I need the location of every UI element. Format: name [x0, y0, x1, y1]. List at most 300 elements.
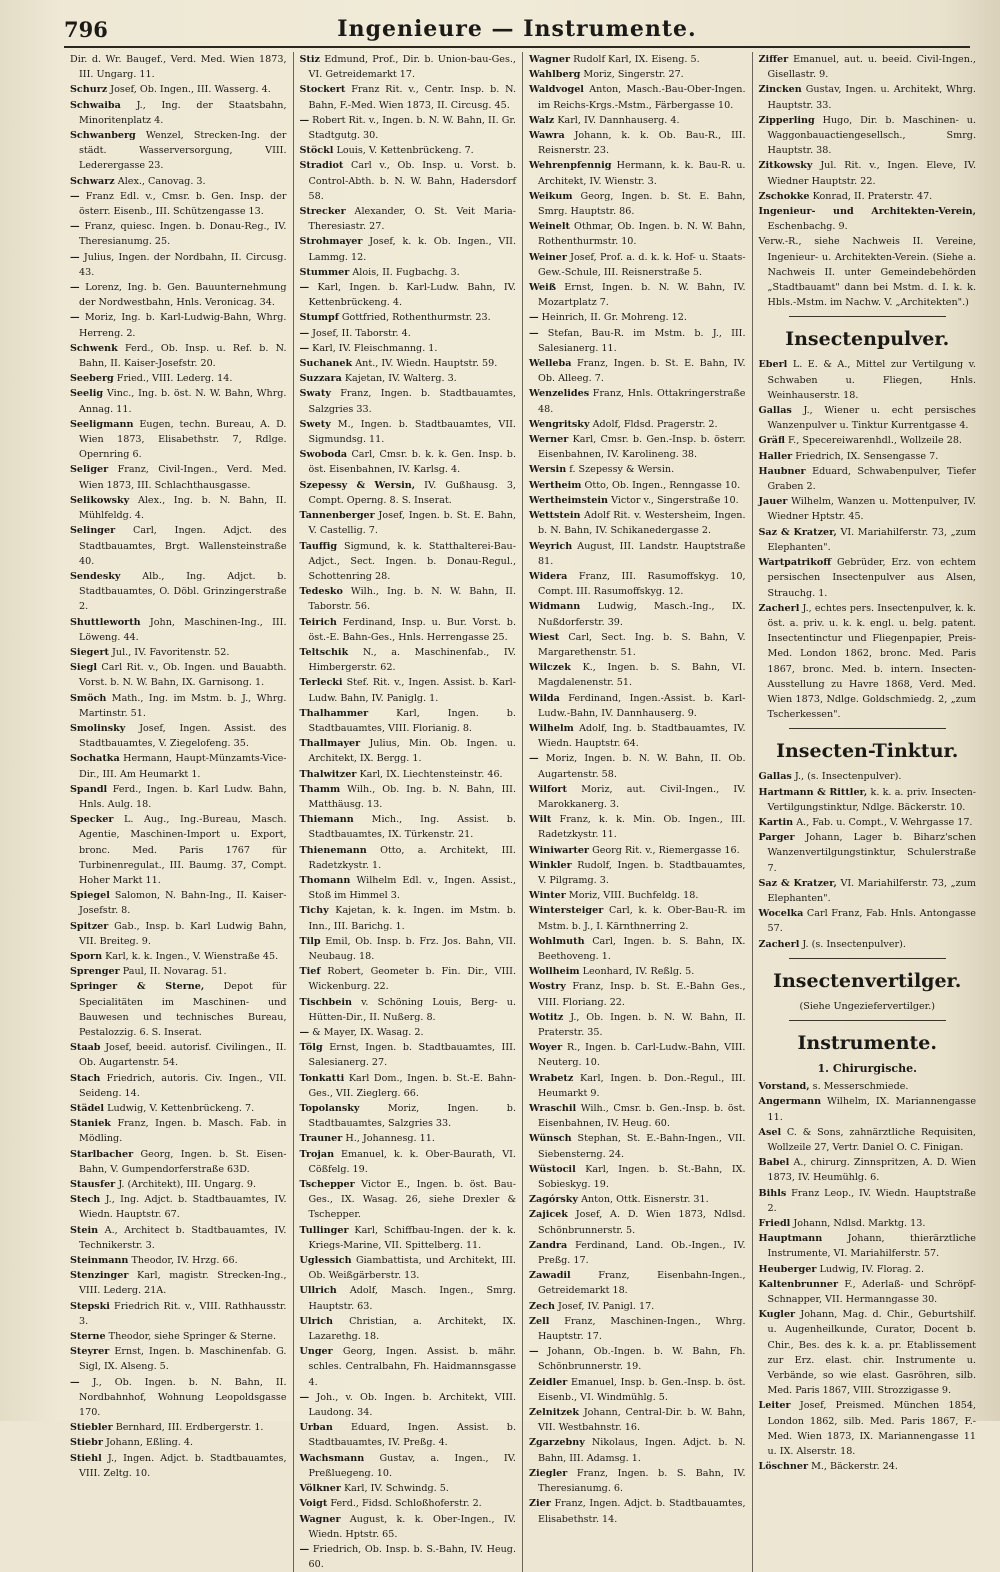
entry-name: Sendesky [70, 570, 121, 582]
entry-name: Weikum [529, 190, 573, 202]
entry-name: Winkler [529, 859, 572, 871]
directory-entry [70, 523, 287, 569]
entry-name: Unger [299, 1346, 333, 1358]
directory-entry [529, 493, 746, 508]
entry-name: Vorstand, [758, 1081, 810, 1093]
directory-entry [70, 1177, 287, 1192]
directory-entry [300, 1420, 517, 1450]
entry-name: — [299, 327, 310, 339]
directory-entry [529, 934, 746, 964]
directory-entry [70, 462, 287, 492]
entry-text: VI. Mariahilferstr. 73, „zum Elephanten". [767, 526, 976, 553]
entry-name: Werner [529, 434, 569, 446]
directory-entry [759, 433, 977, 448]
directory-entry [529, 843, 746, 858]
directory-entry [529, 569, 746, 599]
directory-entry [300, 584, 517, 614]
entry-name: Stausfer [70, 1179, 116, 1191]
entry-text: Stephan, St. E.-Bahn-Ingen., VII. Siebensterng. 24. [538, 1133, 746, 1160]
entry-name: Zawadil [529, 1270, 571, 1282]
entry-text: Josef, Ingen. b. St. E. Bahn, V. Castellig. 7. [308, 510, 516, 537]
section-subtitle: 1. Chirurgische. [817, 1061, 917, 1075]
entry-text: Jul. Rit. v., Ingen. Eleve, IV. Wiedner Hauptstr. 22. [767, 160, 976, 187]
directory-entry [70, 1268, 287, 1298]
entry-text: Carl, Ingen. Adjct. des Stadtbauamtes, Brgt. Wallensteinstraße 40. [79, 525, 287, 567]
entry-text: Franz, Ingen. b. S. Bahn, IV. Theresianumg. 6. [538, 1467, 746, 1495]
entry-text: Franz, k. k. Min. Ob. Ingen., III. Radetzkystr. 11. [538, 814, 746, 841]
entry-text: Johann, Ndlsd. Marktg. 13. [793, 1218, 926, 1229]
section-rule [789, 728, 947, 729]
entry-name: — [299, 114, 310, 126]
entry-name: Leiter [758, 1400, 791, 1412]
directory-entry [70, 1101, 287, 1116]
directory-entry [70, 1299, 287, 1329]
entry-name: Zagórsky [529, 1194, 579, 1206]
entry-name: Selikowsky [70, 494, 130, 506]
directory-entry [529, 250, 746, 280]
entry-name: Asel [758, 1126, 782, 1138]
entry-name: Spiegel [70, 890, 110, 902]
entry-text: Gustav, Ingen. u. Architekt, Whrg. Hauptstr. 33. [767, 84, 976, 111]
entry-name: Staniek [70, 1118, 111, 1130]
entry-name: Wohlmuth [529, 935, 585, 947]
entry-text: M., Bäckerstr. 24. [811, 1461, 898, 1473]
entry-name: Siegl [70, 662, 98, 674]
entry-text: Paul, II. Novarag. 51. [122, 966, 227, 978]
entry-text: IV. Gußhausg. 3, Compt. Operng. 8. S. Inserat. [308, 479, 516, 506]
entry-name: Specker [70, 814, 114, 826]
entry-name: Thalwitzer [299, 768, 357, 780]
directory-entry [759, 1262, 977, 1277]
entry-name: Wostry [529, 981, 566, 993]
entry-text: Carl, Cmsr. b. k. k. Gen. Insp. b. öst. Eisenbahnen, IV. Karlsg. 4. [308, 449, 516, 476]
directory-entry [300, 995, 517, 1025]
entry-name: Ingenieur- und Architekten-Verein, [758, 206, 976, 218]
entry-text: Ferdinand, Insp. u. Bur. Vorst. b. öst.-E. Bahn-Ges., Hnls. Herrengasse 25. [308, 616, 516, 643]
directory-entry [300, 1512, 517, 1542]
entry-name: — [70, 312, 80, 324]
directory-entry [529, 1299, 746, 1314]
entry-name: Seeberg [70, 373, 114, 385]
entry-name: — [529, 753, 539, 765]
entry-text: Ernst, Ingen. b. N. W. Bahn, IV. Mozartplatz 7. [538, 282, 746, 309]
entry-text: Adolf, Ing. b. Stadtbauamtes, IV. Wiedn. Hauptstr. 64. [538, 722, 746, 750]
entry-name: Tilp [299, 935, 321, 947]
directory-entry [70, 386, 287, 416]
directory-entry [529, 1238, 746, 1268]
directory-entry [70, 280, 287, 310]
entry-text: R., Ingen. b. Carl-Ludw.-Bahn, VIII. Neuterg. 10. [538, 1042, 746, 1069]
entry-name: Kartin [758, 816, 794, 828]
entry-text: Robert Rit. v., Ingen. b. N. W. Bahn, II. Gr. Stadtgutg. 30. [308, 114, 516, 142]
entry-text: J., Ingen. Adjct. b. Stadtbauamtes, VIII. Zeltg. 10. [79, 1452, 287, 1479]
entry-text: A., chirurg. Zinnspritzen, A. D. Wien 1873, IV. Heumühlg. 6. [767, 1157, 976, 1184]
entry-name: Thienemann [299, 844, 367, 856]
entry-name: Teltschik [299, 646, 349, 658]
entry-name: Stumpf [299, 312, 339, 324]
entry-text: Karl, IV. Fleischmanng. 1. [312, 342, 438, 354]
entry-name: Wertheimstein [529, 494, 609, 506]
entry-name: Uglessich [299, 1255, 352, 1267]
directory-entry [70, 1116, 287, 1146]
entry-name: Wengritsky [529, 418, 590, 430]
directory-entry [300, 82, 517, 112]
entry-name: Bihls [758, 1187, 787, 1199]
entry-text: & Mayer, IX. Wasag. 2. [312, 1027, 424, 1038]
entry-name: Tölg [299, 1042, 323, 1054]
entry-name: — [70, 190, 80, 202]
entry-text: Franz, quiesc. Ingen. b. Donau-Reg., IV. Theresianumg. 25. [79, 221, 287, 248]
entries-insectenpulver [759, 357, 977, 722]
entry-name: Steinmann [70, 1255, 129, 1267]
entry-name: Stach [70, 1072, 101, 1084]
directory-entry [70, 1329, 287, 1344]
entry-text: Edmund, Prof., Dir. b. Union-bau-Ges., VI. Getreidemarkt 17. [308, 54, 516, 81]
directory-entry [759, 830, 977, 876]
directory-entry [529, 310, 746, 325]
entry-text: Karl, IV. Schwindg. 5. [343, 1483, 449, 1495]
entry-text: Rudolf Karl, IX. Eiseng. 5. [573, 54, 700, 65]
entry-name: Sterne [70, 1331, 106, 1343]
entry-name: Weinelt [529, 221, 570, 233]
entry-name: Ziffer [758, 54, 789, 65]
directory-entry [529, 219, 746, 249]
entry-text: Karl, magistr. Strecken-Ing., VIII. Lederg. 21A. [79, 1270, 287, 1297]
entries-instrumente [759, 1079, 977, 1474]
directory-entry [300, 615, 517, 645]
directory-entry [529, 1010, 746, 1040]
directory-entry [70, 979, 287, 1040]
entry-name: Suchanek [299, 358, 353, 370]
section-title-insecten-tinktur: Insecten-Tinktur. [776, 740, 959, 763]
entry-name: Smolinsky [70, 722, 126, 734]
directory-entry [759, 234, 977, 310]
directory-entry [300, 964, 517, 994]
directory-entry [70, 250, 287, 280]
directory-entry [759, 906, 977, 936]
entry-name: Wilfort [529, 783, 567, 795]
entry-text: Louis, V. Kettenbrückeng. 7. [336, 145, 474, 157]
entry-name: Schwanberg [70, 130, 136, 142]
directory-entry [529, 1040, 746, 1070]
entry-name: Wiest [529, 631, 560, 643]
entry-name: Strecker [299, 206, 346, 218]
directory-entry [529, 964, 746, 979]
entry-name: Stein [70, 1224, 99, 1236]
entry-name: Swety [299, 418, 331, 430]
entry-text: Ernst, Ingen. b. Stadtbauamtes, III. Salesianerg. 27. [308, 1042, 516, 1069]
entry-text: s. Messerschmiede. [812, 1081, 909, 1093]
directory-entry [759, 403, 977, 433]
entry-text: Otto, a. Architekt, III. Radetzkystr. 1. [308, 844, 516, 871]
directory-entry [529, 1314, 746, 1344]
directory-entry [529, 660, 746, 690]
entry-text: Karl, Ingen. b. Don.-Regul., III. Heumarkt 9. [538, 1072, 746, 1099]
directory-entry [529, 1496, 746, 1526]
entry-name: Wartpatrikoff [758, 557, 832, 569]
directory-entry [70, 949, 287, 964]
entry-name: Zech [529, 1300, 555, 1312]
entry-name: Haubner [758, 465, 806, 477]
directory-entry [70, 964, 287, 979]
entry-text: A., Fab. u. Compt., V. Wehrgasse 17. [796, 816, 973, 828]
directory-entry [300, 812, 517, 842]
entry-text: Ferdinand, Ingen.-Assist. b. Karl-Ludw.-Bahn, IV. Dannhauserg. 9. [538, 692, 746, 719]
entry-name: Zier [529, 1498, 551, 1510]
entry-text: Friedrich Rit. v., VIII. Rathhausstr. 3. [79, 1300, 287, 1327]
entry-name: — [529, 1346, 539, 1358]
directory-entry [70, 189, 287, 219]
entry-name: Stradiot [299, 160, 344, 172]
directory-entry [70, 691, 287, 721]
entry-name: Stiz [299, 54, 320, 65]
entry-text: Franz Rit. v., Centr. Insp. b. N. Bahn, F.-Med. Wien 1873, II. Circusg. 45. [308, 84, 516, 111]
entry-text: Gustav, a. Ingen., IV. Preßluegeng. 10. [308, 1452, 516, 1479]
entry-name: Voigt [299, 1498, 328, 1510]
directory-entry [759, 769, 977, 784]
entry-text: Ludwig, IV. Florag. 2. [819, 1263, 925, 1275]
entry-name: — [299, 342, 310, 354]
entry-name: Thiemann [299, 814, 354, 826]
entry-name: Strohmayer [299, 236, 363, 248]
entry-name: Wachsmann [299, 1452, 365, 1464]
entry-text: Bernhard, III. Erdbergerstr. 1. [115, 1422, 264, 1434]
entry-text: Emanuel, Insp. b. Gen.-Insp. b. öst. Eisenb., VI. Windmühlg. 5. [538, 1376, 746, 1403]
directory-entry [300, 158, 517, 204]
entry-name: Schwaiba [70, 99, 121, 111]
directory-entry [300, 310, 517, 325]
entry-text: Verw.-R., siehe Nachweis II. Vereine, Ingenieur- u. Architekten-Verein. (Siehe a. Nachweis II. unter Gemeindebehörden „Stadtbauamt" dann bei Mstm. d. I. k. k. Hbls.-Mstm. im Nachw. V. „Architekten".) [758, 236, 976, 309]
entry-name: Stiehl [70, 1452, 102, 1464]
entry-text: Victor v., Singerstraße 10. [611, 494, 739, 506]
entry-name: Suzzara [299, 373, 342, 385]
entry-text: F., Specereiwarenhdl., Wollzeile 28. [788, 435, 962, 447]
directory-entry [70, 98, 287, 128]
entry-text: Gottfried, Rothenthurmstr. 23. [341, 312, 491, 324]
entry-name: Seliger [70, 464, 109, 476]
entry-text: Franz, III. Rasumoffskyg. 10, Compt. III. Rasumoffskyg. 12. [538, 570, 746, 598]
directory-entry [300, 645, 517, 675]
section-title-instrumente: Instrumente. [797, 1031, 937, 1054]
entry-text: Karl Dom., Ingen. b. St.-E. Bahn-Ges., VII. Zieglerg. 66. [308, 1072, 516, 1099]
entry-text: A., Architect b. Stadtbauamtes, IV. Technikerstr. 3. [79, 1224, 287, 1251]
entry-text: Adolf, Masch. Ingen., Smrg. Hauptstr. 63. [308, 1285, 516, 1312]
directory-entry [300, 371, 517, 386]
entry-text: Johann, k. k. Ob. Bau-R., III. Reisnerstr. 23. [538, 130, 746, 157]
entry-name: Thamm [299, 783, 341, 795]
entry-text: Robert, Geometer b. Fin. Dir., VIII. Wickenburg. 22. [308, 966, 516, 993]
directory-entry [529, 478, 746, 493]
entry-text: Wenzel, Strecken-Ing. der städt. Wasserversorgung, VIII. Lederergasse 23. [79, 130, 287, 172]
entry-text: Karl, IV. Dannhauserg. 4. [557, 114, 680, 126]
directory-entry [759, 204, 977, 234]
entry-name: Wagner [299, 1513, 341, 1525]
section-rule [789, 316, 947, 317]
page-number: 796 [64, 16, 108, 42]
entry-text: F., Aderlaß- und Schröpf-Schnapper, VII. Hermanngasse 30. [767, 1278, 976, 1306]
directory-entry [300, 1451, 517, 1481]
entry-name: Tschepper [299, 1179, 355, 1191]
entry-text: Johann, thierärztliche Instrumente, VI. Mariahilferstr. 57. [767, 1233, 976, 1260]
entry-name: Walz [529, 114, 555, 126]
directory-entry [529, 1207, 746, 1237]
entry-text: Josef, beeid. autorisf. Civilingen., II. Ob. Augartenstr. 54. [79, 1042, 287, 1069]
entry-text: Alex., Ing. b. N. Bahn, II. Mühlfeldg. 4. [79, 494, 287, 522]
entry-text: J., Wiener u. echt persisches Wanzenpulver u. Tinktur Kurrentgasse 4. [767, 405, 976, 432]
directory-entry [300, 1101, 517, 1131]
directory-entry [759, 1459, 977, 1474]
directory-entry [759, 1155, 977, 1185]
entry-text: Josef, k. k. Ob. Ingen., VII. Lammg. 12. [308, 236, 516, 263]
directory-entry [70, 1040, 287, 1070]
entry-name: Widmann [529, 601, 581, 613]
directory-entry [529, 158, 746, 188]
entry-name: Tullinger [299, 1224, 349, 1236]
entry-text: Salomon, N. Bahn-Ing., II. Kaiser-Josefstr. 8. [79, 890, 287, 917]
directory-entry [300, 417, 517, 447]
entry-text: Fried., VIII. Lederg. 14. [116, 373, 233, 385]
directory-entry [759, 1216, 977, 1231]
directory-entry [70, 751, 287, 781]
entry-text: Moriz, Ing. b. Karl-Ludwig-Bahn, Whrg. Herreng. 2. [79, 312, 287, 339]
directory-entry [300, 736, 517, 766]
directory-entry [70, 660, 287, 690]
directory-entry [759, 876, 977, 906]
entry-text: N., a. Maschinenfab., IV. Himbergerstr. 62. [308, 646, 516, 674]
directory-entry [70, 919, 287, 949]
column-2 [294, 52, 524, 1572]
directory-entry [529, 782, 746, 812]
directory-entry [529, 1435, 746, 1465]
directory-entry [529, 1375, 746, 1405]
section-rule [789, 958, 947, 959]
directory-entry [300, 843, 517, 873]
entry-name: Tischbein [299, 996, 352, 1008]
entry-name: Tauffig [299, 540, 338, 552]
directory-entry [300, 1481, 517, 1496]
entry-text: Moriz, Ingen. b. N. W. Bahn, II. Ob. Augartenstr. 58. [538, 753, 746, 780]
entry-name: Stummer [299, 266, 350, 278]
entry-name: Löschner [758, 1461, 808, 1473]
entry-name: Teirich [299, 616, 337, 628]
entry-name: — [70, 251, 80, 263]
entry-name: Eberl [758, 359, 788, 371]
entry-text: Wilhelm Edl. v., Ingen. Assist., Stoß im Himmel 3. [308, 874, 516, 902]
entry-text: Ferd., Ingen. b. Karl Ludw. Bahn, Hnls. Aulg. 18. [79, 783, 287, 810]
entry-text: Ferd., Ob. Insp. u. Ref. b. N. Bahn, II. Kaiser-Josefstr. 20. [79, 342, 287, 370]
entry-text: Eugen, techn. Bureau, A. D. Wien 1873, Elisabethstr. 7, Rdlge. Opernring 6. [79, 418, 287, 461]
entry-name: Wrabetz [529, 1072, 574, 1084]
entry-text: Ant., IV. Wiedn. Hauptstr. 59. [355, 358, 498, 370]
entry-text: Theodor, siehe Springer & Sterne. [108, 1331, 277, 1343]
directory-entry [759, 815, 977, 830]
entry-text: Julius, Min. Ob. Ingen. u. Architekt, IX. Bergg. 1. [308, 738, 516, 765]
entry-name: Städel [70, 1103, 105, 1115]
entry-name: Shuttleworth [70, 616, 141, 628]
directory-entry [300, 1314, 517, 1344]
directory-entry [529, 1131, 746, 1161]
entry-name: Urban [299, 1422, 333, 1434]
entry-name: Jauer [758, 496, 788, 508]
entry-name: Stenzinger [70, 1270, 129, 1282]
entry-name: — [299, 1391, 310, 1403]
entry-text: J., Ob. Ingen. b. N. Bahn, II. Nordbahnhof, Wohnung Leopoldsgasse 170. [79, 1376, 287, 1419]
directory-entry [300, 1344, 517, 1390]
entry-name: Stepski [70, 1300, 110, 1312]
entry-text: Rudolf, Ingen. b. Stadtbauamtes, V. Pilgramg. 3. [538, 859, 746, 886]
entry-name: Starlbacher [70, 1148, 134, 1160]
entry-name: Welleba [529, 358, 572, 370]
entry-text: John, Maschinen-Ing., III. Löweng. 44. [79, 616, 287, 643]
entry-text: Moriz, Singerstr. 27. [583, 69, 684, 81]
directory-entry [300, 356, 517, 371]
entry-text: Victor E., Ingen. b. öst. Bau-Ges., IX. Wasag. 26, siehe Drexler & Tschepper. [308, 1179, 516, 1221]
entry-name: Wotitz [529, 1011, 564, 1023]
entry-text: Karl, IX. Liechtensteinstr. 46. [359, 768, 503, 780]
entry-text: L. E. & A., Mittel zur Vertilgung v. Schwaben u. Fliegen, Hnls. Weinhauserstr. 18. [767, 359, 976, 401]
directory-entry [300, 1253, 517, 1283]
entry-text: Depot für Specialitäten im Maschinen- und Bauwesen und technisches Bureau, Pestalozzig. 6. S. Inserat. [79, 981, 287, 1038]
directory-entry [529, 812, 746, 842]
entry-name: Zeidler [529, 1376, 568, 1388]
directory-entry [300, 1025, 517, 1040]
entry-text: Josef, II. Taborstr. 4. [312, 327, 411, 339]
entry-text: VI. Mariahilferstr. 73, „zum Elephanten". [767, 877, 976, 904]
directory-entry [759, 1277, 977, 1307]
directory-entry [529, 417, 746, 432]
entry-name: Tannenberger [299, 510, 375, 522]
entry-name: Sochatka [70, 753, 120, 765]
directory-entry [529, 630, 746, 660]
entry-text: Gebrüder, Erz. von echtem persischen Insectenpulver aus Alsen, Strauchg. 1. [767, 557, 976, 599]
entry-name: Zacherl [758, 938, 800, 950]
entry-name: Wilt [529, 814, 552, 826]
entry-name: Stockert [299, 84, 346, 96]
entry-name: — [299, 282, 310, 294]
entry-text: Eduard, Schwabenpulver, Tiefer Graben 2. [767, 465, 976, 493]
entry-name: Zacherl [758, 602, 800, 614]
entry-text: Franz, Eisenbahn-Ingen., Getreidemarkt 18. [538, 1270, 746, 1297]
directory-entry [759, 1398, 977, 1459]
entry-text: Emil, Ob. Insp. b. Frz. Jos. Bahn, VII. Neubaug. 18. [308, 935, 516, 962]
entry-name: Waldvogel [529, 84, 584, 96]
entry-name: Trauner [299, 1133, 343, 1145]
directory-entry [529, 508, 746, 538]
entry-name: Gallas [758, 405, 792, 417]
entry-text: Franz Edl. v., Cmsr. b. Gen. Insp. der österr. Eisenb., III. Schützengasse 13. [79, 190, 287, 218]
directory-entry [70, 1071, 287, 1101]
entry-text: Konrad, II. Praterstr. 47. [812, 190, 933, 202]
directory-entry [300, 1496, 517, 1511]
directory-entry [70, 1435, 287, 1450]
entry-name: Swoboda [299, 449, 348, 461]
column-4 [753, 52, 983, 1572]
entry-text: Lorenz, Ing. b. Gen. Bauunternehmung der Nordwestbahn, Hnls. Veronicag. 34. [79, 282, 287, 309]
entry-name: Thalhammer [299, 707, 369, 719]
entry-text: Otto, Ob. Ingen., Renngasse 10. [584, 479, 741, 491]
directory-entry [759, 601, 977, 723]
entry-text: Johann, Mag. d. Chir., Geburtshilf. u. Augenheilkunde, Curator, Docent b. Chir., Bes. des k. k. a. pr. Etablissement zur Erz. elast. chir. Instrumente u. Verbände, so wie elast. Gasröhren, silb. Med. Paris 1867, VIII. Strozzigasse 9. [767, 1309, 976, 1397]
entry-name: Wollheim [529, 966, 580, 978]
directory-entry [759, 189, 977, 204]
directory-entry [70, 645, 287, 660]
directory-entry [759, 449, 977, 464]
directory-entry [529, 1344, 746, 1374]
entry-name: Zelnitzek [529, 1407, 580, 1419]
directory-entry [70, 1253, 287, 1268]
entry-text: Adolf Rit. v. Westersheim, Ingen. b. N. Bahn, IV. Schikanedergasse 2. [538, 510, 746, 537]
directory-entry [529, 691, 746, 721]
